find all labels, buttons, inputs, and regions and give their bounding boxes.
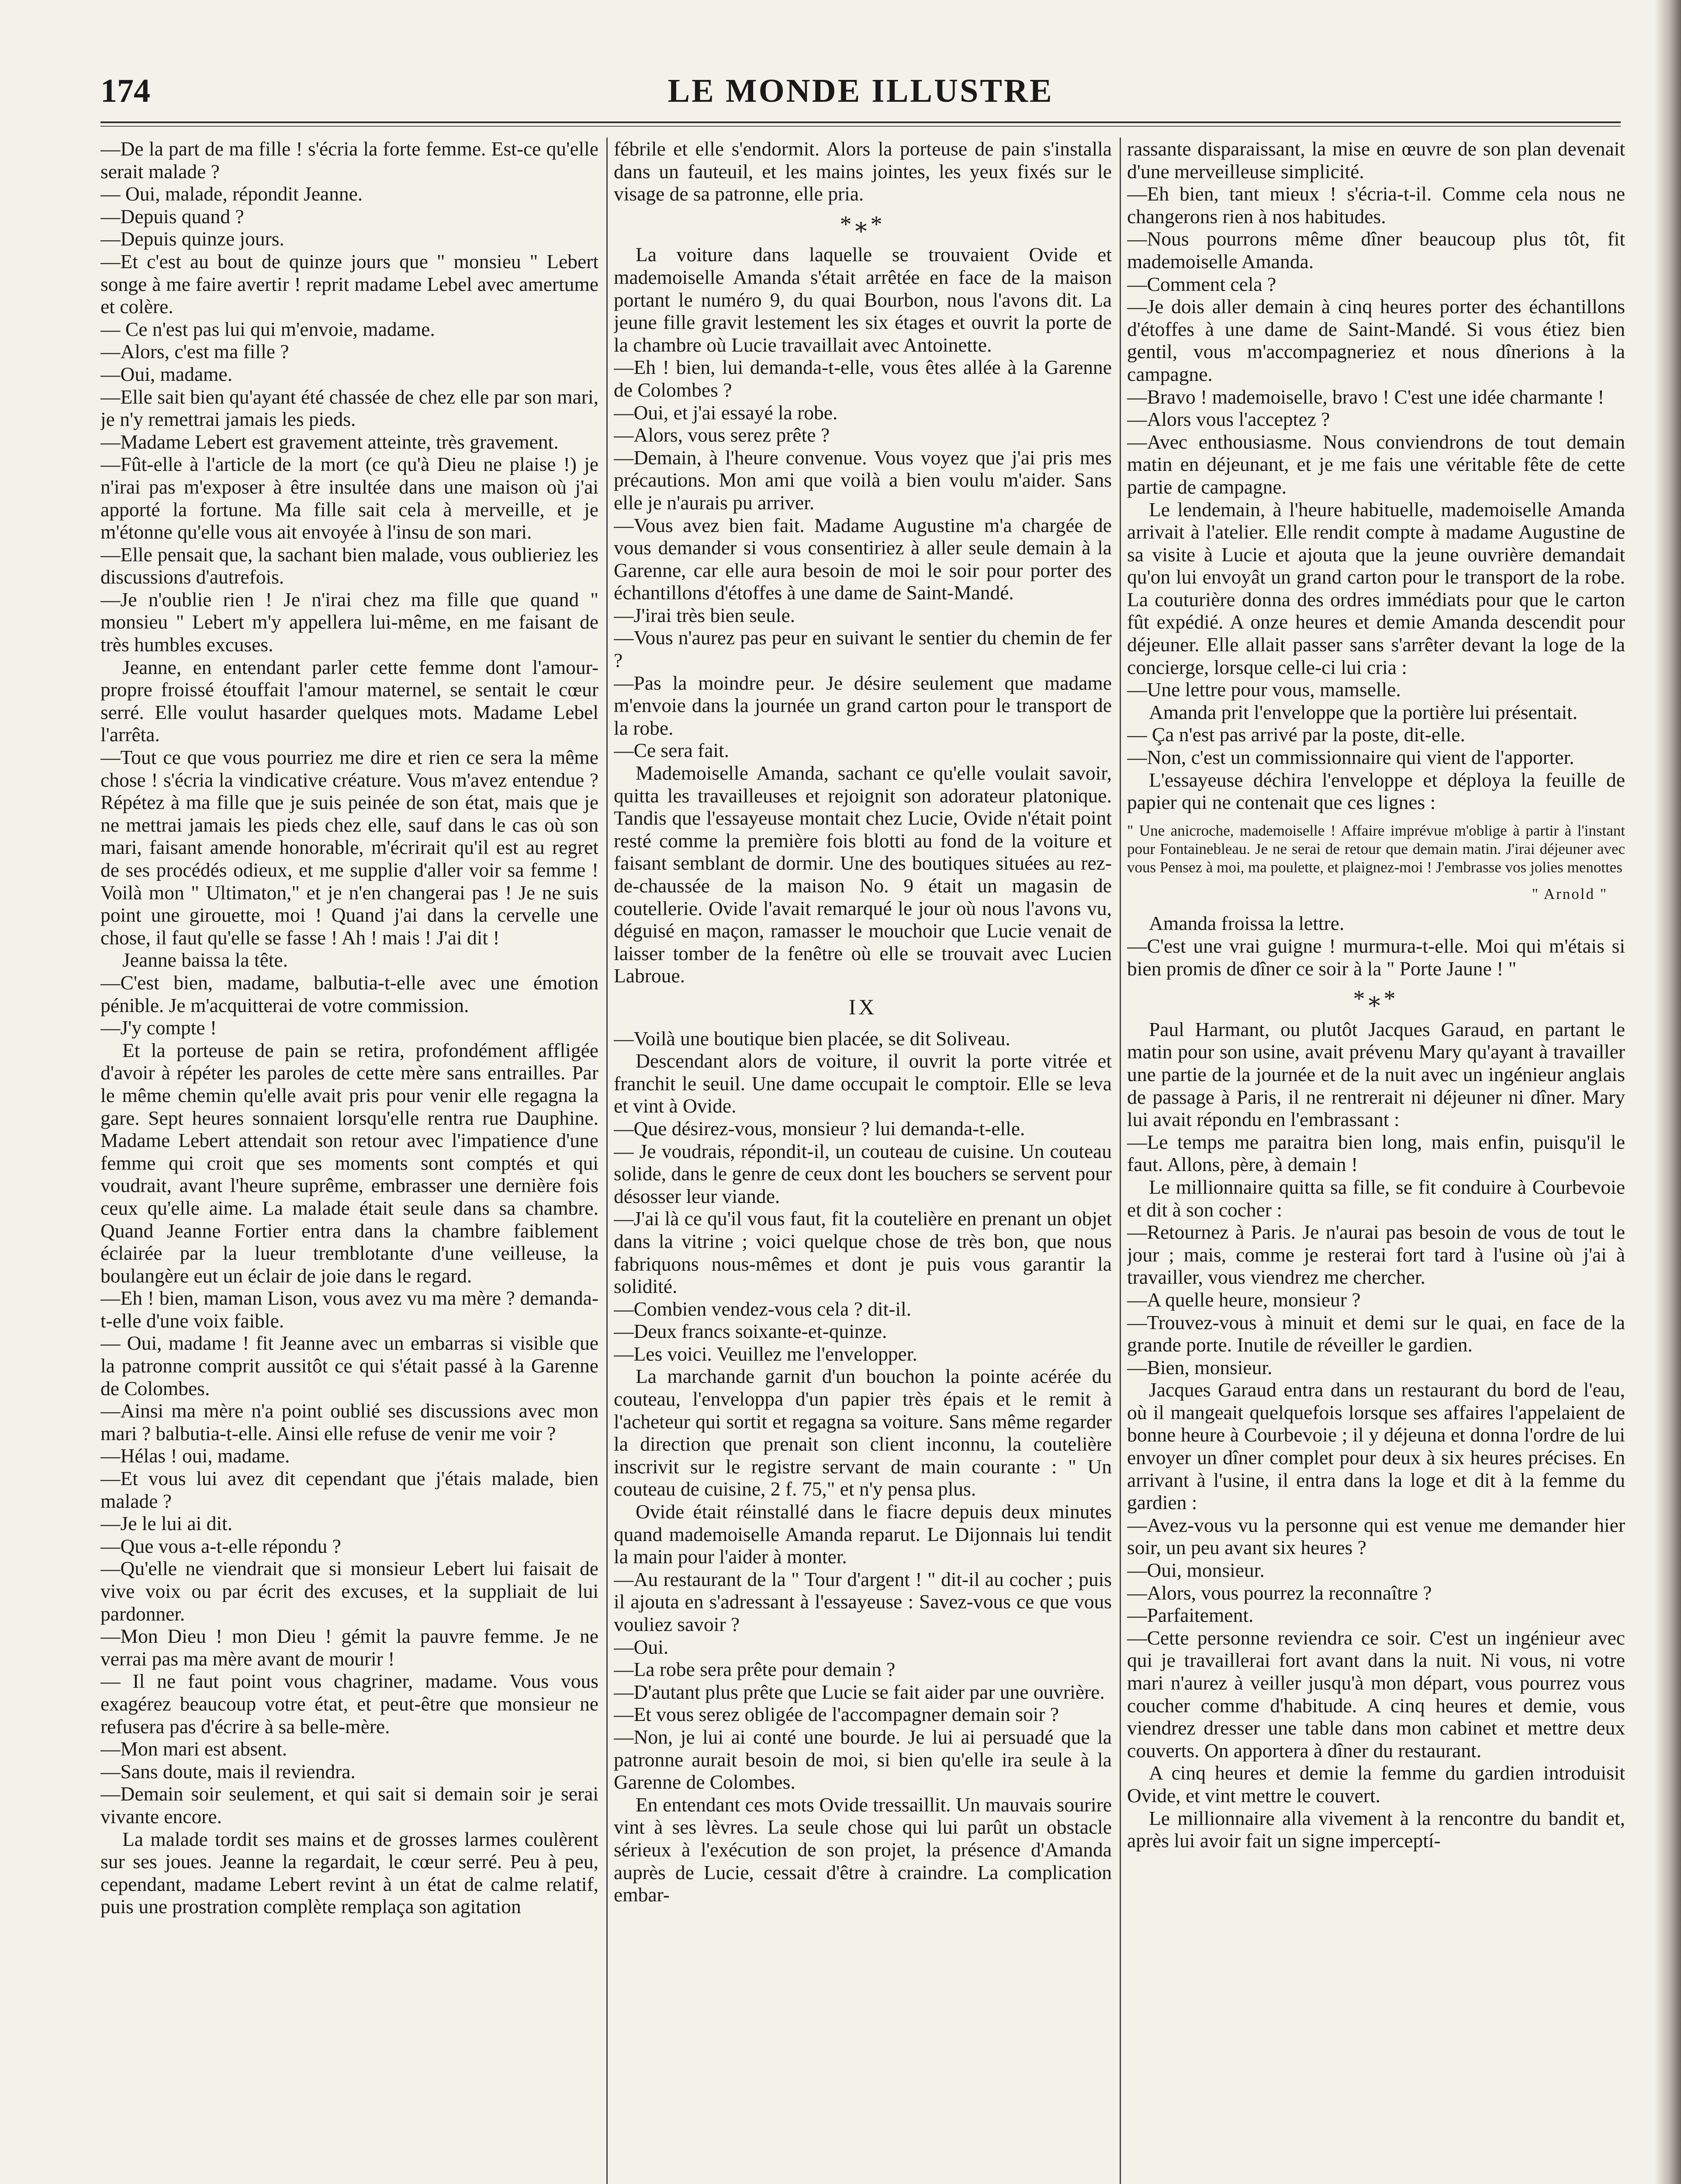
paragraph: —D'autant plus prête que Lucie se fait aider par une ouvrière. (614, 1680, 1105, 1703)
paragraph: —La robe sera prête pour demain ? (614, 1658, 896, 1681)
paragraph: —Qu'elle ne viendrait que si monsieur Lebert lui faisait de vive voix ou par écrit des excuses, et la suppliait de lui pardonner. (100, 1557, 598, 1625)
paragraph: —Et c'est au bout de quinze jours que " monsieu " Lebert songe à me faire avertir ! reprit madame Lebel avec amertume et colère. (100, 250, 598, 318)
paragraph: La marchande garnit d'un bouchon la pointe acérée du couteau, l'enveloppa d'un papier très épais et le remit à l'acheteur qui sortit et regagna sa voiture. Sans même regarder la direction que prenait son client inconnu, la coutelière inscrivit sur le registre servant de main courante : " Un couteau de cuisine, 2 f. 75," et n'y pensa plus. (614, 1365, 1112, 1500)
paragraph: rassante disparaissant, la mise en œuvre de son plan devenait d'une merveilleuse simplicité. (1127, 138, 1625, 183)
header-rule (100, 121, 1621, 127)
paragraph: —Nous pourrons même dîner beaucoup plus tôt, fit mademoiselle Amanda. (1127, 228, 1625, 273)
paragraph: —Hélas ! oui, madame. (100, 1444, 290, 1467)
paragraph: —Non, c'est un commissionnaire qui vient de l'apporter. (1127, 746, 1574, 769)
paragraph: L'essayeuse déchira l'enveloppe et déploya la feuille de papier qui ne contenait que ces lignes : (1127, 768, 1625, 814)
paragraph: —C'est une vrai guigne ! murmura-t-elle. Moi qui m'étais si bien promis de dîner ce soir à la " Porte Jaune ! " (1127, 935, 1625, 980)
paragraph: —Bien, monsieur. (1127, 1356, 1273, 1379)
paragraph: —Je n'oublie rien ! Je n'irai chez ma fille que quand " monsieu " Lebert m'y appellera lui-même, en me faisant de très humbles excuses. (100, 588, 598, 656)
paragraph: La voiture dans laquelle se trouvaient Ovide et mademoiselle Amanda s'était arrêtée en face de la maison portant le numéro 9, du quai Bourbon, nous l'avons dit. La jeune fille gravit lestement les six étages et ouvrit la porte de la chambre où Lucie travaillait avec Antoinette. (614, 243, 1112, 356)
paragraph: —Au restaurant de la " Tour d'argent ! " dit-il au cocher ; puis il ajouta en s'adressant à l'essayeuse : Savez-vous ce que vous vouliez savoir ? (614, 1568, 1112, 1635)
paragraph: —Et vous lui avez dit cependant que j'étais malade, bien malade ? (100, 1467, 598, 1512)
paragraph: —Alors vous l'acceptez ? (1127, 408, 1330, 431)
paragraph: —Oui, et j'ai essayé la robe. (614, 401, 838, 424)
paragraph: — Ça n'est pas arrivé par la poste, dit-elle. (1127, 723, 1465, 746)
page-edge-shadow (1655, 0, 1681, 2184)
paragraph: —Je dois aller demain à cinq heures porter des échantillons d'étoffes à une dame de Saint-Mandé. Si vous étiez bien gentil, vous m'accompagneriez et nous dînerions à la campagne. (1127, 295, 1625, 385)
paragraph: Le millionnaire quitta sa fille, se fit conduire à Courbevoie et dit à son cocher : (1127, 1175, 1625, 1221)
paragraph: —J'ai là ce qu'il vous faut, fit la coutelière en prenant un objet dans la vitrine ; voici quelque chose de très bon, que nous fabriquons nous-mêmes et dont je puis vous garantir la solidité. (614, 1207, 1112, 1298)
paragraph: —Ainsi ma mère n'a point oublié ses discussions avec mon mari ? balbutia-t-elle. Ainsi elle refuse de venir me voir ? (100, 1400, 598, 1444)
paragraph: —De la part de ma fille ! s'écria la forte femme. Est-ce qu'elle serait malade ? (100, 138, 598, 183)
paragraph: —Je le lui ai dit. (100, 1512, 233, 1535)
paragraph: —Comment cela ? (1127, 273, 1276, 295)
paragraph: Jeanne baissa la tête. (122, 949, 288, 971)
paragraph: Amanda prit l'enveloppe que la portière lui présentait. (1149, 701, 1578, 723)
paragraph: —Eh ! bien, maman Lison, vous avez vu ma mère ? demanda-t-elle d'une voix faible. (100, 1287, 598, 1332)
paragraph: —Avec enthousiasme. Nous conviendrons de tout demain matin en déjeunant, et je me fais une véritable fête de cette partie de campagne. (1127, 430, 1625, 498)
paragraph: —Demain, à l'heure convenue. Vous voyez que j'ai pris mes précautions. Mon ami que voilà a bien voulu m'aider. Sans elle je n'aurais pu arriver. (614, 446, 1112, 514)
column-3 (1127, 138, 1625, 2184)
letter-signature: " Arnold " (1532, 885, 1608, 902)
paragraph: — Il ne faut point vous chagriner, madame. Vous vous exagérez beaucoup votre état, et peut-être que monsieur ne refusera pas d'écrire à sa belle-mère. (100, 1670, 598, 1738)
chapter-heading: IX (848, 994, 877, 1019)
paragraph: — Je voudrais, répondit-il, un couteau de cuisine. Un couteau solide, dans le genre de ceux dont les bouchers se servent pour désosser leur viande. (614, 1140, 1112, 1207)
paragraph: — Ce n'est pas lui qui m'envoie, madame. (100, 318, 435, 340)
paragraph: — Oui, madame ! fit Jeanne avec un embarras si visible que la patronne comprit aussitôt ce qui s'était passé à la Garenne de Colombes. (100, 1332, 598, 1400)
paragraph: —Vous n'aurez pas peur en suivant le sentier du chemin de fer ? (614, 626, 1112, 672)
paragraph: —Pas la moindre peur. Je désire seulement que madame m'envoie dans la journée un grand carton pour le transport de la robe. (614, 671, 1112, 739)
paragraph: Le millionnaire alla vivement à la rencontre du bandit et, après lui avoir fait un signe imperceptí- (1127, 1807, 1625, 1852)
paragraph: Mademoiselle Amanda, sachant ce qu'elle voulait savoir, quitta les travailleuses et rejoignit son adorateur platonique. Tandis que l'essayeuse montait chez Lucie, Ovide n'était point resté comme la première fois blotti au fond de la voiture et faisant semblant de dormir. Une des boutiques situées au rez-de-chaussée de la maison No. 9 était un magasin de coutellerie. Ovide l'avait remarqué le jour où nous l'avons vu, déguisé en maçon, ramasser le mouchoir que Lucie venait de laisser tomber de la fenêtre où elle se trouvait avec Lucien Labroue. (614, 762, 1112, 987)
paragraph: —Oui, madame. (100, 363, 232, 385)
journal-title: LE MONDE ILLUSTRE (668, 73, 1054, 109)
paragraph: —Parfaitement. (1127, 1604, 1254, 1627)
paragraph: A cinq heures et demie la femme du gardien introduisit Ovide, et vint mettre le couvert. (1127, 1762, 1625, 1807)
paragraph: —Combien vendez-vous cela ? dit-il. (614, 1297, 912, 1320)
quoted-letter: " Une anicroche, mademoiselle ! Affaire imprévue m'oblige à partir à l'instant pour Fontainebleau. Je ne serai de retour que demain matin. J'irai déjeuner avec vous Pensez à moi, ma poulette, et plaignez-moi ! J'embrasse vos jolies menottes (1127, 822, 1625, 876)
paragraph: —Madame Lebert est gravement atteinte, très gravement. (100, 430, 559, 453)
paragraph: Descendant alors de voiture, il ouvrit la porte vitrée et franchit le seuil. Une dame occupait le comptoir. Elle se leva et vint à Ovide. (614, 1050, 1112, 1117)
paragraph: —Elle pensait que, la sachant bien malade, vous oublieriez les discussions d'autrefois. (100, 543, 598, 588)
paragraph: —Depuis quinze jours. (100, 228, 284, 250)
paragraph: —Deux francs soixante-et-quinze. (614, 1320, 887, 1343)
paragraph: —J'y compte ! (100, 1016, 217, 1039)
paragraph: —Alors, vous pourrez la reconnaître ? (1127, 1581, 1432, 1604)
column-2 (614, 138, 1112, 2184)
column-divider-2 (1120, 138, 1121, 2184)
page-header (100, 72, 1621, 120)
paragraph: —Elle sait bien qu'ayant été chassée de chez elle par son mari, je n'y remettrai jamais les pieds. (100, 385, 598, 431)
paragraph: —Non, je lui ai conté une bourde. Je lui ai persuadé que la patronne aurait besoin de moi, si bien qu'elle ira seule à la Garenne de Colombes. (614, 1725, 1112, 1794)
paragraph: En entendant ces mots Ovide tressaillit. Un mauvais sourire vint à ses lèvres. La seule chose qui lui parût un obstacle sérieux à l'exécution de son projet, la présence d'Amanda auprès de Lucie, cessait d'être à craindre. La complication embar- (614, 1793, 1112, 1906)
paragraph: —Demain soir seulement, et qui sait si demain soir je serai vivante encore. (100, 1783, 598, 1828)
paragraph: —Trouvez-vous à minuit et demi sur le quai, en face de la grande porte. Inutile de réveiller le gardien. (1127, 1311, 1625, 1356)
paragraph: —Que désirez-vous, monsieur ? lui demanda-t-elle. (614, 1117, 1025, 1140)
paragraph: —Ce sera fait. (614, 739, 730, 762)
paragraph: —Fût-elle à l'article de la mort (ce qu'à Dieu ne plaise !) je n'irai pas m'exposer à être insultée dans une maison où j'ai apporté la fortune. Ma fille sait cela à merveille, et je m'étonne qu'elle vous ait envoyée à l'insu de son mari. (100, 453, 598, 543)
paragraph: —C'est bien, madame, balbutia-t-elle avec une émotion pénible. Je m'acquitterai de votre commission. (100, 971, 598, 1016)
paragraph: Amanda froissa la lettre. (1149, 912, 1345, 935)
paragraph: fébrile et elle s'endormit. Alors la porteuse de pain s'installa dans un fauteuil, et les mains jointes, les yeux fixés sur le visage de sa patronne, elle pria. (614, 138, 1112, 205)
paragraph: —Retournez à Paris. Je n'aurai pas besoin de vous de tout le jour ; mais, comme je resterai fort tard à l'usine où j'ai à travailler, vous viendrez me chercher. (1127, 1221, 1625, 1289)
paragraph: —A quelle heure, monsieur ? (1127, 1288, 1361, 1311)
paragraph: —Tout ce que vous pourriez me dire et rien ce sera la même chose ! s'écria la vindicative créature. Vous m'avez entendue ? Répétez à ma fille que je suis peinée de son état, mais que je ne mettrai jamais les pieds chez elle, sauf dans le cas où son mari, faisant amende honorable, m'écrirait qu'il est au regret de ses procédés odieux, et me supplie d'aller voir sa femme ! Voilà mon " Ultimaton," et je n'en changerai pas ! Je ne suis point une girouette, moi ! Quand j'ai dans la cervelle une chose, il faut qu'elle se fasse ! Ah ! mais ! J'ai dit ! (100, 746, 598, 949)
paragraph: —Mon Dieu ! mon Dieu ! gémit la pauvre femme. Je ne verrai pas ma mère avant de mourir ! (100, 1625, 598, 1670)
paragraph: —Sans doute, mais il reviendra. (100, 1760, 356, 1783)
paragraph: Et la porteuse de pain se retira, profondément affligée d'avoir à répéter les paroles de cette mère sans entrailles. Par le même chemin qu'elle avait pris pour venir elle regagna la gare. Sept heures sonnaient lorsqu'elle rentra rue Dauphine. Madame Lebert attendait son retour avec l'impatience d'une femme qui croit que ses moments sont comptés et qui voudrait, avant l'heure suprême, embrasser une dernière fois ceux qu'elle aime. La malade était seule dans sa chambre. Quand Jeanne Fortier entra dans la chambre faiblement éclairée par la lueur tremblotante d'une veilleuse, la boulangère eut un éclair de joie dans le regard. (100, 1039, 598, 1287)
paragraph: —Alors, c'est ma fille ? (100, 340, 289, 363)
paragraph: —Vous avez bien fait. Madame Augustine m'a chargée de vous demander si vous consentiriez à aller seule demain à la Garenne, car elle aura besoin de moi le soir pour porter des échantillons d'étoffes à une dame de Saint-Mandé. (614, 514, 1112, 604)
paragraph: —Le temps me paraitra bien long, mais enfin, puisqu'il le faut. Allons, père, à demain ! (1127, 1130, 1625, 1176)
paragraph: La malade tordit ses mains et de grosses larmes coulèrent sur ses joues. Jeanne la regardait, le cœur serré. Peu à peu, cependant, madame Lebert revint à un état de calme relatif, puis une prostration complète remplaça son agitation (100, 1828, 598, 1918)
column-divider-1 (606, 138, 608, 2184)
paragraph: —Oui, monsieur. (1127, 1559, 1265, 1582)
paragraph: —Depuis quand ? (100, 205, 244, 228)
column-1 (100, 138, 598, 2184)
paragraph: —Eh ! bien, lui demanda-t-elle, vous êtes allée à la Garenne de Colombes ? (614, 356, 1112, 401)
paragraph: — Oui, malade, répondit Jeanne. (100, 183, 363, 205)
section-separator: *⁎* (840, 211, 886, 237)
paragraph: —Cette personne reviendra ce soir. C'est un ingénieur avec qui je travaillerai fort avant dans la nuit. Ni vous, ni votre mari n'aurez à veiller jusqu'à mon départ, vous pourrez vous coucher comme d'habitude. A cinq heures et demie, vous viendrez dresser une table dans mon cabinet et mettre deux couverts. On apportera à dîner du restaurant. (1127, 1626, 1625, 1762)
paragraph: —Voilà une boutique bien placée, se dit Soliveau. (614, 1027, 1010, 1050)
paragraph: Jacques Garaud entra dans un restaurant du bord de l'eau, où il mangeait quelquefois lorsque ses affaires l'appelaient de bonne heure à Courbevoie ; il y déjeuna et donna l'ordre de lui envoyer un dîner complet pour deux à six heures précises. En arrivant à l'usine, il entra dans la loge et dit à la femme du gardien : (1127, 1379, 1625, 1514)
paragraph: —J'irai très bien seule. (614, 604, 796, 626)
paragraph: —Bravo ! mademoiselle, bravo ! C'est une idée charmante ! (1127, 385, 1605, 408)
paragraph: Paul Harmant, ou plutôt Jacques Garaud, en partant le matin pour son usine, avait prévenu Mary qu'ayant à travailler une partie de la journée et de la nuit avec un ingénieur anglais de passage à Paris, il ne rentrerait ni déjeuner ni dîner. Mary lui avait répondu en l'embrassant : (1127, 1018, 1625, 1131)
paragraph: —Et vous serez obligée de l'accompagner demain soir ? (614, 1703, 1059, 1726)
paragraph: —Que vous a-t-elle répondu ? (100, 1534, 341, 1557)
paragraph: —Oui. (614, 1635, 669, 1658)
paragraph: Ovide était réinstallé dans le fiacre depuis deux minutes quand mademoiselle Amanda reparut. Le Dijonnais lui tendit la main pour l'aider à monter. (614, 1500, 1112, 1568)
paragraph: —Les voici. Veuillez me l'envelopper. (614, 1342, 917, 1365)
paragraph: Jeanne, en entendant parler cette femme dont l'amour-propre froissé étouffait l'amour maternel, se sentait le cœur serré. Elle voulut hasarder quelques mots. Madame Lebel l'arrêta. (100, 656, 598, 746)
paragraph: —Avez-vous vu la personne qui est venue me demander hier soir, un peu avant six heures ? (1127, 1514, 1625, 1559)
section-separator: *⁎* (1353, 985, 1399, 1012)
paragraph: —Alors, vous serez prête ? (614, 424, 830, 446)
paragraph: Le lendemain, à l'heure habituelle, mademoiselle Amanda arrivait à l'atelier. Elle rendit compte à madame Augustine de sa visite à Lucie et ajouta que la jeune ouvrière demandait qu'on lui envoyât un grand carton pour le transport de la robe. La couturière donna des ordres immédiats pour que le carton fût expédié. A onze heures et demie Amanda descendit pour déjeuner. Elle allait passer sans s'arrêter devant la loge de la concierge, lorsque celle-ci lui cria : (1127, 498, 1625, 678)
paragraph: —Mon mari est absent. (100, 1738, 287, 1760)
page-number: 174 (100, 73, 150, 109)
paragraph: —Eh bien, tant mieux ! s'écria-t-il. Comme cela nous ne changerons rien à nos habitudes. (1127, 183, 1625, 228)
paragraph: —Une lettre pour vous, mamselle. (1127, 678, 1401, 701)
